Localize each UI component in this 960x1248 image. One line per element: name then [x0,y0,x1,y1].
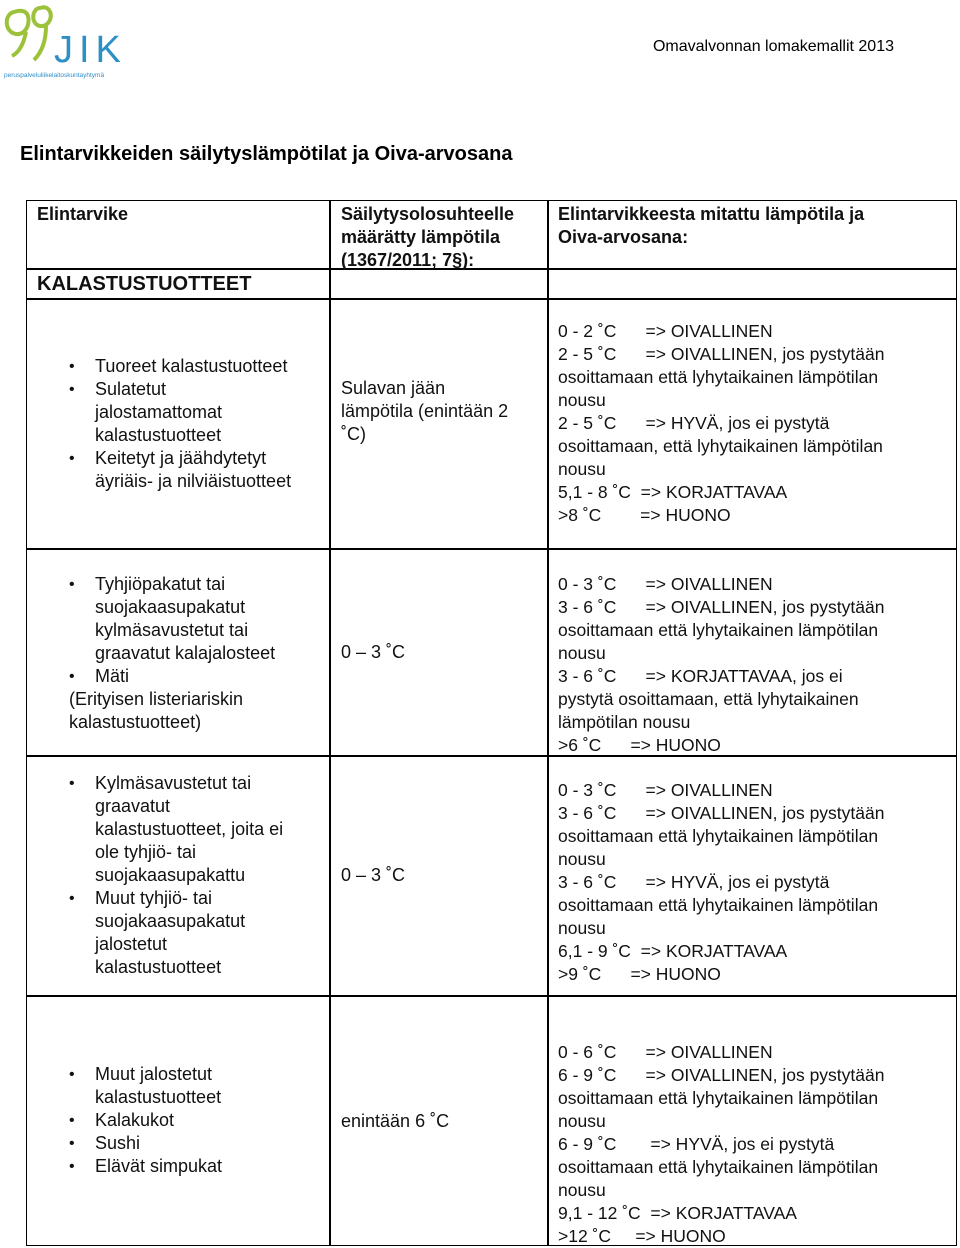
grade-line: 0 - 2 ˚C => OIVALLINEN [558,321,773,341]
grade-line: pystytä osoittamaan, että lyhytaikainen [558,689,859,709]
grade-line: nousu [558,1180,606,1200]
item-line: kalastustuotteet [95,957,222,977]
grade-line: 3 - 6 ˚C => OIVALLINEN, jos pystytään [558,803,885,823]
grade-line: nousu [558,459,606,479]
jik-logo-mark [2,2,132,72]
header-temperature-line: (1367/2011; 7§): [341,250,475,270]
svg-text:JIK: JIK [54,29,127,71]
item-line: (Erityisen listeriariskin [69,689,244,709]
list-item [63,447,325,493]
grade-line: >9 ˚C => HUONO [558,964,721,984]
item-line: suojakaasupakatut [95,911,246,931]
row-3-temperature [341,864,405,887]
grade-line: osoittamaan että lyhytaikainen lämpötilan [558,895,879,915]
grade-line: 0 - 6 ˚C => OIVALLINEN [558,1042,773,1062]
page-title: Elintarvikkeiden säilytyslämpötilat ja Oiva-arvosana [20,143,513,165]
list-item [63,887,325,979]
temp-line: lämpötila (enintään 2 [341,401,509,421]
header-temperature [341,203,514,272]
item-line: kalastustuotteet) [69,712,202,732]
item-line: suojakaasupakattu [95,865,246,885]
list-item [63,573,325,665]
item-line: • Sulatetut [95,379,167,399]
list-item [63,665,325,688]
list-item [63,378,325,447]
item-line: kalastustuotteet [95,1087,222,1107]
item-line: jalostetut [95,934,168,954]
header-temperature-line: määrätty lämpötila [341,227,501,247]
grade-line: 5,1 - 8 ˚C => KORJATTAVAA [558,482,788,502]
item-line: kylmäsavustetut tai [95,620,249,640]
grade-line: osoittamaan että lyhytaikainen lämpötilan [558,1088,879,1108]
item-line: kalastustuotteet, joita ei [95,819,284,839]
row-4-temperature [341,1110,449,1133]
header-temperature-line: Säilytysolosuhteelle [341,204,515,224]
item-line: suojakaasupakatut [95,597,246,617]
row-2-items [63,573,325,688]
temperature-table [26,200,957,1246]
grade-line: 6 - 9 ˚C => OIVALLINEN, jos pystytään [558,1065,885,1085]
grade-line: nousu [558,390,606,410]
item-line: • Kylmäsavustetut tai [95,773,252,793]
grade-line: 6,1 - 9 ˚C => KORJATTAVAA [558,941,788,961]
list-item [63,1155,325,1178]
column-divider-2 [547,201,549,1245]
grade-line: 2 - 5 ˚C => OIVALLINEN, jos pystytään [558,344,885,364]
list-item [63,1132,325,1155]
grade-line: 3 - 6 ˚C => HYVÄ, jos ei pystytä [558,872,830,892]
item-line: graavatut [95,796,171,816]
temp-line: 0 – 3 ˚C [341,865,406,885]
grade-line: osoittamaan, että lyhytaikainen lämpötilan [558,436,883,456]
list-item [63,772,325,887]
row-3-items [63,772,325,979]
grade-line: 0 - 3 ˚C => OIVALLINEN [558,574,773,594]
section-title: KALASTUSTUOTTEET [37,273,252,295]
jik-logo [2,2,132,82]
row-3-grades [558,779,884,986]
grade-line: osoittamaan että lyhytaikainen lämpötilan [558,1157,879,1177]
item-line: • Sushi [95,1133,141,1153]
row-1-grades [558,320,884,527]
header-grade-line: Oiva-arvosana: [558,227,689,247]
list-item [63,1063,325,1109]
header-grade-line: Elintarvikkeesta mitattu lämpötila ja [558,204,865,224]
grade-line: >12 ˚C => HUONO [558,1226,726,1246]
temp-line: Sulavan jään [341,378,446,398]
row-1-items [63,355,325,493]
row-divider-1 [27,548,956,550]
item-line: • Tyhjiöpakatut tai [95,574,226,594]
grade-line: 6 - 9 ˚C => HYVÄ, jos ei pystytä [558,1134,835,1154]
row-divider-3 [27,995,956,997]
grade-line: 9,1 - 12 ˚C => KORJATTAVAA [558,1203,797,1223]
grade-line: nousu [558,849,606,869]
item-line: • Mäti [95,666,130,686]
temp-line: ˚C) [341,424,366,444]
item-line: • Tuoreet kalastustuotteet [95,356,288,376]
row-2-temperature [341,641,405,664]
item-line: • Muut jalostetut [95,1064,213,1084]
row-4-items [63,1063,325,1178]
grade-line: lämpötilan nousu [558,712,691,732]
section-divider [27,298,956,300]
grade-line: osoittamaan että lyhytaikainen lämpötilan [558,367,879,387]
document-label: Omavalvonnan lomakemallit 2013 [652,38,894,55]
grade-line: 2 - 5 ˚C => HYVÄ, jos ei pystytä [558,413,830,433]
grade-line: nousu [558,1111,606,1131]
item-line: jalostamattomat [95,402,223,422]
grade-line: nousu [558,643,606,663]
temp-line: 0 – 3 ˚C [341,642,406,662]
grade-line: >8 ˚C => HUONO [558,505,731,525]
header-grade [558,203,864,249]
item-line: • Keitetyt ja jäähdytetyt [95,448,267,468]
logo-subtitle: peruspalveluliikelaitoskuntayhtymä [4,72,105,79]
temp-line: enintään 6 ˚C [341,1111,450,1131]
header-elintarvike: Elintarvike [37,204,129,224]
item-line: • Elävät simpukat [95,1156,223,1176]
grade-line: osoittamaan että lyhytaikainen lämpötilan [558,620,879,640]
item-line: • Muut tyhjiö- tai [95,888,213,908]
item-line: kalastustuotteet [95,425,222,445]
row-1-temperature [341,377,508,446]
row-2-grades [558,573,884,757]
list-item [63,1109,325,1132]
grade-line: >6 ˚C => HUONO [558,735,721,755]
grade-line: 0 - 3 ˚C => OIVALLINEN [558,780,773,800]
grade-line: 3 - 6 ˚C => KORJATTAVAA, jos ei [558,666,843,686]
grade-line: nousu [558,918,606,938]
row-2-note [69,688,331,734]
row-4-grades [558,1041,884,1248]
item-line: graavatut kalajalosteet [95,643,276,663]
list-item [63,355,325,378]
grade-line: osoittamaan että lyhytaikainen lämpötilan [558,826,879,846]
item-line: äyriäis- ja nilviäistuotteet [95,471,292,491]
grade-line: 3 - 6 ˚C => OIVALLINEN, jos pystytään [558,597,885,617]
item-line: • Kalakukot [95,1110,175,1130]
item-line: ole tyhjiö- tai [95,842,197,862]
